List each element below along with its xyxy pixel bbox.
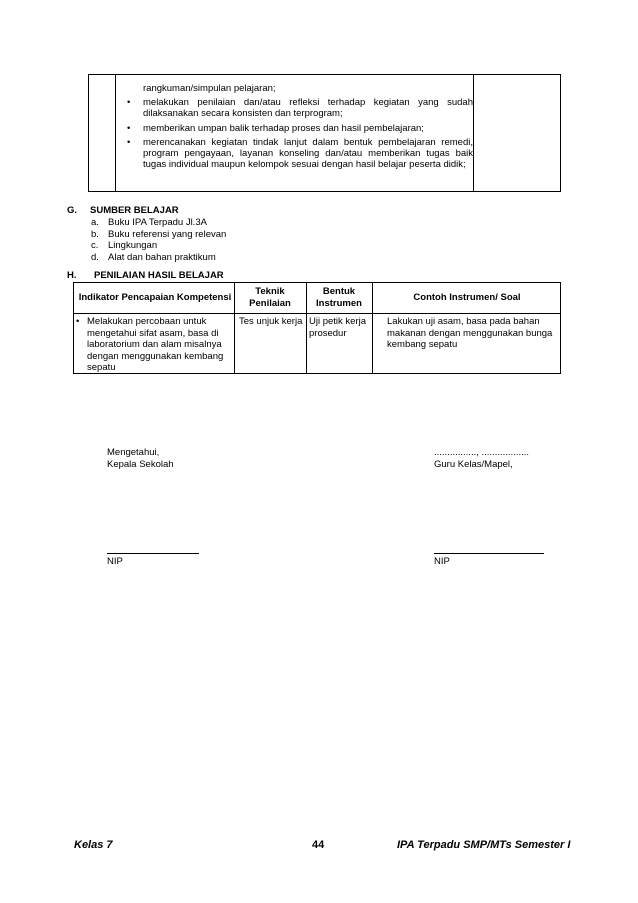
list-item: b. Buku referensi yang relevan — [91, 228, 227, 240]
activities-content — [117, 83, 473, 173]
bullet-icon: • — [76, 316, 80, 327]
signature-right: ................, .................. Guru Kelas/Mapel, — [434, 447, 530, 470]
activities-table — [88, 74, 561, 192]
header-form: Bentuk Instrumen — [316, 286, 362, 309]
list-item: c. Lingkungan — [91, 240, 158, 252]
row-indicator: Melakukan percobaan untuk mengetahui sifat asam, basa di laboratorium dan alam misalnya dengan menggunakan kembang sepatu — [87, 316, 224, 374]
row-form: Uji petik kerja prosedur — [309, 316, 367, 339]
bullet-icon: • — [127, 97, 131, 109]
activity-item: • melakukan penilaian dan/atau refleksi terhadap kegiatan yang sudah dilaksanakan secara konsisten dan terprogram; — [127, 97, 473, 120]
activities-number-column — [89, 75, 116, 191]
section-g-title: SUMBER BELAJAR — [90, 205, 179, 216]
nip-left: NIP — [107, 556, 123, 567]
page-number: 44 — [312, 839, 325, 851]
header-technique: Teknik Penilaian — [249, 286, 291, 309]
section-h-title: PENILAIAN HASIL BELAJAR — [94, 270, 224, 281]
row-technique: Tes unjuk kerja — [239, 316, 303, 327]
list-item: a. Buku IPA Terpadu Jl.3A — [91, 217, 207, 228]
row-example: Lakukan uji asam, basa pada bahan makanan dengan menggunakan bunga kembang sepatu — [387, 316, 553, 351]
learning-sources-list — [91, 217, 226, 263]
activity-item: • memberikan umpan balik terhadap proses dan hasil pembelajaran; — [127, 122, 424, 134]
signature-line-right — [434, 553, 544, 554]
signature-line-left — [107, 553, 199, 554]
bullet-icon: • — [127, 136, 131, 148]
bullet-icon: • — [127, 122, 131, 134]
section-g-number: G. — [67, 205, 78, 216]
list-item: d. Alat dan bahan praktikum — [91, 251, 216, 263]
activity-item: • merencanakan kegiatan tindak lanjut dalam bentuk pembelajaran remedi, program pengayaan, layanan konseling dan/atau memberikan tugas baik tugas individual maupun kelompok sesuai dengan hasil belajar peserta didik; — [127, 136, 473, 171]
signature-left: Mengetahui, Kepala Sekolah — [107, 447, 174, 470]
footer-subject: IPA Terpadu SMP/MTs Semester I — [397, 839, 571, 851]
assessment-table — [73, 282, 561, 374]
header-example: Contoh Instrumen/ Soal — [413, 292, 521, 303]
footer-class: Kelas 7 — [74, 839, 113, 851]
activities-continuation: rangkuman/simpulan pelajaran; — [143, 83, 276, 94]
header-indicator: Indikator Pencapaian Kompetensi — [78, 292, 232, 303]
nip-right: NIP — [434, 556, 450, 567]
section-h-number: H. — [67, 270, 77, 281]
activities-time-column — [473, 75, 560, 191]
